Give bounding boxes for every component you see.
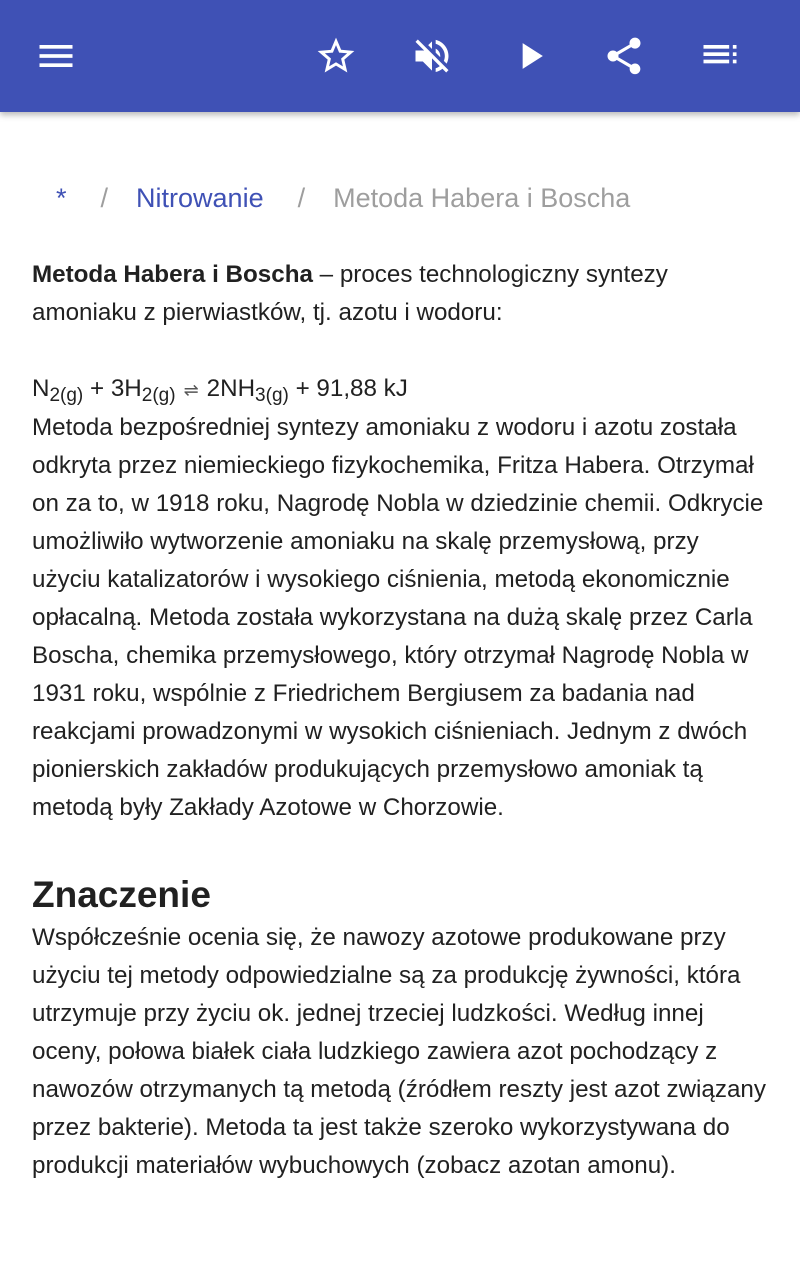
- play-icon: [508, 34, 552, 78]
- breadcrumb-separator: /: [100, 182, 109, 213]
- favorite-button[interactable]: [308, 28, 364, 84]
- section-heading: Znaczenie: [32, 874, 211, 915]
- list-icon: [698, 34, 742, 78]
- app-toolbar: [0, 0, 800, 112]
- article-title-term: Metoda Habera i Boscha: [32, 261, 313, 288]
- article-paragraph: Metoda bezpośredniej syntezy amoniaku z wodoru i azotu została odkryta przez niemieckiego fizykochemika, Fritza Habera. Otrzymał on za to, w 1918 roku, Nagrodę Nobla w dziedzinie chemii. Odkrycie umożliwiło wytworzenie amoniaku na skalę przemysłową, przy użyciu katalizatorów i wysokiego ciśnienia, metodą ekonomicznie opłacalną. Metoda została wykorzystana na dużą skalę przez Carla Boscha, chemika przemysłowego, który otrzymał Nagrodę Nobla w 1931 roku, wspólnie z Friedrichem Bergiusem za badania nad reakcjami prowadzonymi w wysokich ciśnieniach. Jednym z dwóch pionierskich zakładów produkujących przemysłowo amoniak tą metodą były Zakłady Azotowe w Chorzowie.: [32, 414, 764, 821]
- formula-subscript: 2(g): [141, 385, 176, 406]
- star-outline-icon: [314, 34, 358, 78]
- article-intro: [32, 256, 772, 332]
- breadcrumb: [56, 176, 630, 220]
- chemical-equation: [32, 370, 772, 409]
- breadcrumb-home-link[interactable]: *: [56, 182, 67, 213]
- contents-button[interactable]: [692, 28, 748, 84]
- breadcrumb-separator: /: [297, 182, 306, 213]
- share-icon: [602, 34, 646, 78]
- article-content: [32, 256, 772, 1185]
- article-paragraph: Współcześnie ocenia się, że nawozy azotowe produkowane przy użyciu tej metody odpowiedzialne są za produkcję żywności, która utrzymuje przy życiu ok. jednej trzeciej ludzkości. Według innej oceny, połowa białek ciała ludzkiego zawiera azot pochodzący z nawozów otrzymanych tą metodą (źródłem reszty jest azot związany przez bakterie). Metoda ta jest także szeroko wykorzystywana do produkcji materiałów wybuchowych (zobacz azotan amonu).: [32, 924, 766, 1179]
- formula-hydrogen: + 3H: [83, 375, 142, 402]
- play-button[interactable]: [502, 28, 558, 84]
- formula-energy: + 91,88 kJ: [288, 375, 408, 402]
- equilibrium-arrow: ⇌: [183, 380, 199, 400]
- article-intro-text: – proces technologiczny syntezy amoniaku z pierwiastków, tj. azotu i wodoru:: [32, 261, 668, 326]
- breadcrumb-current: Metoda Habera i Boscha: [333, 182, 631, 213]
- formula-subscript: 3(g): [255, 385, 289, 406]
- share-button[interactable]: [596, 28, 652, 84]
- breadcrumb-parent-link[interactable]: Nitrowanie: [136, 182, 264, 213]
- formula-subscript: 2(g): [49, 385, 84, 406]
- mute-button[interactable]: [404, 28, 460, 84]
- formula-nitrogen: N: [32, 375, 50, 402]
- volume-off-icon: [410, 34, 454, 78]
- formula-product: 2NH: [206, 375, 256, 402]
- menu-icon: [34, 34, 78, 78]
- menu-button[interactable]: [28, 28, 84, 84]
